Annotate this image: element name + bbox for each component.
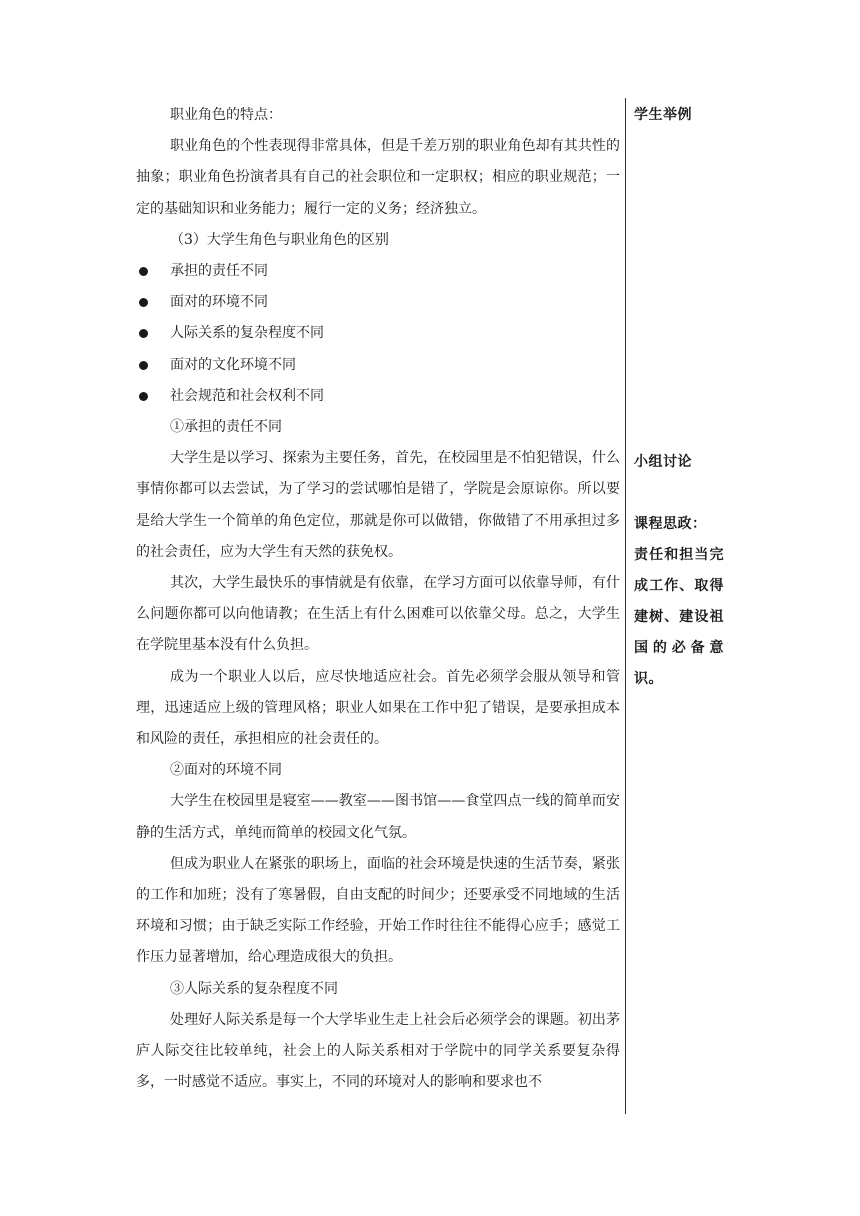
paragraph-text: 其次，大学生最快乐的事情就是有依靠，在学习方面可以依靠导师，有什么问题你都可以向他请教；在生活上有什么困难可以依靠父母。总之，大学生在学院里基本没有什么负担。 [136, 575, 620, 654]
bullet-item [136, 287, 620, 318]
paragraph [136, 100, 620, 131]
paragraph-text: 社会规范和社会权利不同 [170, 387, 324, 404]
paragraph-text: 大学生是以学习、探索为主要任务，首先，在校园里是不怕犯错误，什么事情你都可以去尝试，为了学习的尝试哪怕是错了，学院是会原谅你。所以要是给大学生一个简单的角色定位，那就是你可以做错，你做错了不用承担过多的社会责任，应为大学生有天然的获免权。 [136, 450, 620, 560]
paragraph [136, 662, 620, 756]
paragraph-text: 面对的环境不同 [170, 294, 268, 311]
paragraph [136, 412, 620, 443]
paragraph-text: 成为一个职业人以后，应尽快地适应社会。首先必须学会服从领导和管理，迅速适应上级的管理风格；职业人如果在工作中犯了错误，是要承担成本和风险的责任，承担相应的社会责任的。 [136, 668, 620, 748]
paragraph [136, 443, 620, 568]
bullet-item [136, 350, 620, 381]
paragraph [136, 755, 620, 786]
paragraph-text: ②面对的环境不同 [170, 762, 282, 779]
paragraph [136, 225, 620, 256]
paragraph [136, 131, 620, 225]
paragraph-text: 大学生在校园里是寝室——教室——图书馆——食堂四点一线的简单而安静的生活方式，单纯而简单的校园文化气氛。 [136, 793, 620, 841]
paragraph-text: 面对的文化环境不同 [170, 356, 296, 373]
paragraph-text: ③人际关系的复杂程度不同 [170, 980, 338, 997]
paragraph-text: 但成为职业人在紧张的职场上，面临的社会环境是快速的生活节奏，紧张的工作和加班；没有了寒暑假，自由支配的时间少；还要承受不同地域的生活环境和习惯；由于缺乏实际工作经验，开始工作时往往不能得心应手；感觉工作压力显著增加，给心理造成很大的负担。 [136, 855, 620, 966]
paragraph-text: （3）大学生角色与职业角色的区别 [170, 231, 389, 248]
paragraph [136, 974, 620, 1005]
paragraph-text: 职业角色的特点： [170, 107, 282, 123]
paragraph [136, 568, 620, 662]
paragraph [136, 786, 620, 848]
side-note-student-examples [634, 100, 724, 131]
paragraph-text: ①承担的责任不同 [170, 419, 282, 436]
bullet-dot-icon [139, 392, 148, 401]
paragraph-text: 职业角色的个性表现得非常具体，但是千差万别的职业角色却有其共性的抽象；职业角色扮演者具有自己的社会职位和一定职权；相应的职业规范；一定的基础知识和业务能力；履行一定的义务；经济独立。 [136, 138, 620, 217]
side-note-body: 责任和担当完成工作、取得建树、建设祖国的必备意识。 [634, 547, 724, 687]
paragraph-text: 承担的责任不同 [170, 263, 268, 280]
bullet-item [136, 381, 620, 412]
side-note-ideology [634, 509, 724, 695]
paragraph-text: 处理好人际关系是每一个大学毕业生走上社会后必须学会的课题。初出茅庐人际交往比较单纯，社会上的人际关系相对于学院中的同学关系要复杂得多，一时感觉不适应。事实上，不同的环境对人的影响和要求也不 [136, 1011, 620, 1091]
column-divider [625, 98, 626, 1114]
paragraph [136, 1005, 620, 1099]
bullet-item [136, 256, 620, 287]
bullet-dot-icon [139, 267, 148, 276]
bullet-dot-icon [139, 329, 148, 338]
paragraph [136, 849, 620, 974]
paragraph-text: 人际关系的复杂程度不同 [170, 325, 324, 342]
bullet-item [136, 318, 620, 349]
side-note-text: 学生举例 [634, 107, 692, 123]
side-note-text: 小组讨论 [634, 454, 692, 470]
side-note-group-discussion [634, 447, 724, 478]
bullet-dot-icon [139, 361, 148, 370]
bullet-dot-icon [139, 298, 148, 307]
main-column [136, 100, 620, 1099]
side-note-title: 课程思政： [634, 516, 707, 532]
